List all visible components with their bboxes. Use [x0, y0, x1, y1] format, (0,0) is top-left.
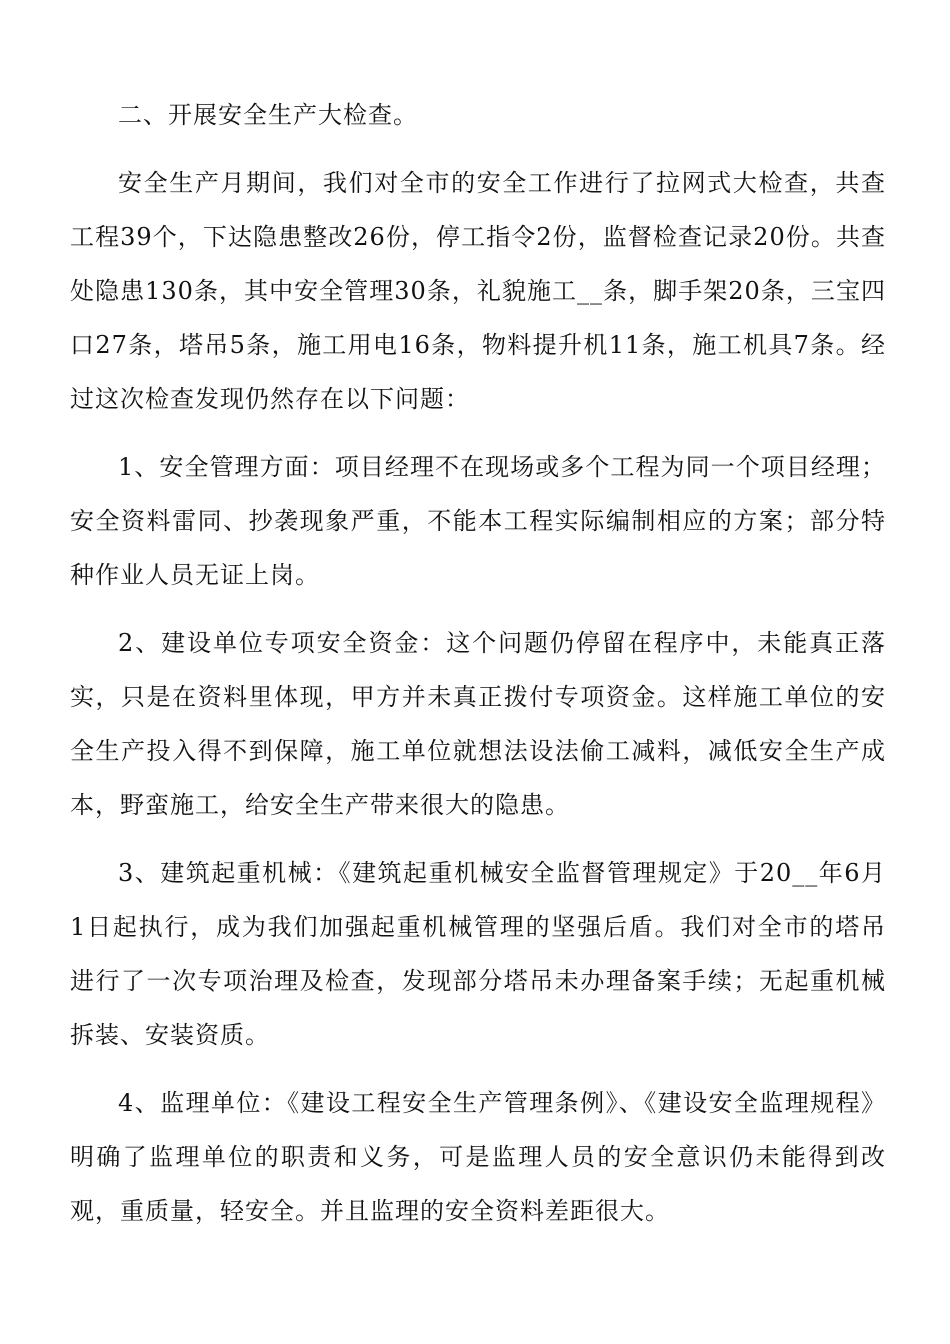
document-page — [70, 88, 886, 1252]
paragraph-lifting-machinery: 3、建筑起重机械：《建筑起重机械安全监督管理规定》于20__年6月1日起执行，成为我们加强起重机械管理的坚强后盾。我们对全市的塔吊进行了一次专项治理及检查，发现部分塔吊未办理备案手续；无起重机械拆装、安装资质。 — [70, 859, 886, 1049]
paragraph-supervision-units: 4、监理单位：《建设工程安全生产管理条例》、《建设安全监理规程》明确了监理单位的职责和义务，可是监理人员的安全意识仍未能得到改观，重质量，轻安全。并且监理的安全资料差距很大。 — [70, 1089, 886, 1225]
paragraph-safety-management: 1、安全管理方面：项目经理不在现场或多个工程为同一个项目经理；安全资料雷同、抄袭现象严重，不能本工程实际编制相应的方案；部分特种作业人员无证上岗。 — [70, 453, 886, 589]
paragraph-inspection-summary: 安全生产月期间，我们对全市的安全工作进行了拉网式大检查，共查工程39个，下达隐患整改26份，停工指令2份，监督检查记录20份。共查处隐患130条，其中安全管理30条，礼貌施工__条，脚手架20条，三宝四口27条，塔吊5条，施工用电16条，物料提升机11条，施工机具7条。经过这次检查发现仍然存在以下问题： — [70, 169, 886, 413]
paragraph-special-safety-funds: 2、建设单位专项安全资金：这个问题仍停留在程序中，未能真正落实，只是在资料里体现，甲方并未真正拨付专项资金。这样施工单位的安全生产投入得不到保障，施工单位就想法设法偷工减料，减低安全生产成本，野蛮施工，给安全生产带来很大的隐患。 — [70, 629, 886, 819]
section-heading: 二、开展安全生产大检查。 — [118, 101, 418, 129]
